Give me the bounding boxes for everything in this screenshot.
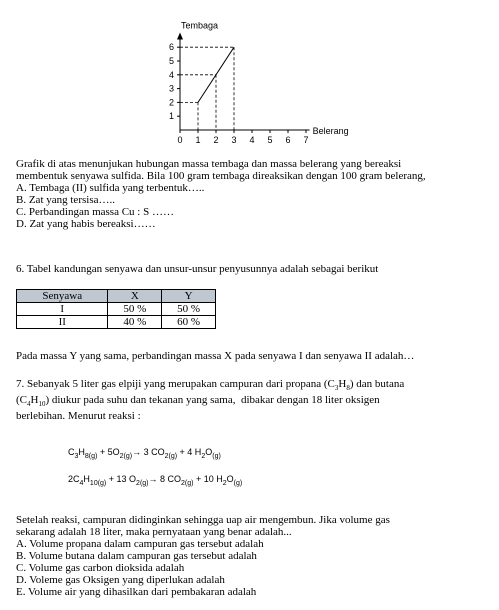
x-tick-label: 3 (231, 135, 237, 145)
question-6-stem: 6. Tabel kandungan senyawa dan unsur-unsur penyusunnya adalah sebagai berikut (16, 263, 379, 275)
table-cell: 40 % (108, 316, 162, 329)
table-header-cell: Y (162, 290, 216, 303)
x-tick-label: 1 (195, 135, 201, 145)
equation-butane: $2C_4H_{10(g)} + 13$ $O_{2(g)}\to 8$ $CO_{2(g)} + 10$ $H_2O_{(g)}$ (68, 474, 243, 487)
x-tick-label: 5 (267, 135, 273, 145)
y-tick-label: 1 (168, 111, 174, 122)
y-axis-label: Tembaga (181, 20, 219, 31)
copper-sulfur-chart (150, 18, 380, 148)
question-7-stem (16, 378, 486, 422)
x-tick-label: 0 (177, 135, 183, 145)
table-cell: 50 % (162, 303, 216, 316)
q7-line-1: 7. Sebanyak 5 liter gas elpiji yang merupakan campuran dari propana $(C_3H_8)$ dan butana (16, 378, 405, 393)
table-cell: II (17, 316, 108, 329)
y-tick-label: 4 (168, 69, 174, 80)
y-tick-label: 5 (168, 56, 174, 66)
q5-stem-line-1: Grafik di atas menunjukan hubungan massa tembaga dan massa belerang yang bereaksi (16, 158, 402, 170)
x-axis-label: Belerang (312, 126, 349, 136)
question-5 (16, 158, 486, 230)
x-tick-label: 7 (303, 135, 309, 145)
q5-option-c: C. Perbandingan massa Cu : S …… (16, 206, 174, 218)
table-header-cell: X (108, 290, 162, 303)
q7-after-line-2: sekarang adalah 18 liter, maka pernyataan yang benar adalah... (16, 526, 292, 538)
y-axis-arrowhead (177, 33, 183, 40)
q5-stem-line-2: membentuk senyawa sulfida. Bila 100 gram tembaga direaksikan dengan 100 gram belerang, (16, 170, 426, 182)
q5-option-b: B. Zat yang tersisa….. (16, 194, 115, 206)
y-tick-label: 6 (168, 42, 174, 53)
q7-line-2: $(C_4H_{10})$ diukur pada suhu dan tekanan yang sama, dibakar dengan 18 liter oksigen (16, 394, 380, 409)
table-header-cell: Senyawa (17, 290, 108, 303)
q7-option-a: A. Volume propana dalam campuran gas tersebut adalah (16, 538, 264, 550)
x-tick-label: 2 (213, 135, 219, 145)
q7-option-d: D. Voleme gas Oksigen yang diperlukan adalah (16, 574, 225, 586)
q7-option-b: B. Volume butana dalam campuran gas tersebut adalah (16, 550, 257, 562)
table-cell: 60 % (162, 316, 216, 329)
question-7-options (16, 514, 486, 598)
y-tick-label: 2 (168, 97, 174, 108)
table-cell: I (17, 303, 108, 316)
table-row (17, 303, 216, 316)
q7-line-3: berlebihan. Menurut reaksi : (16, 410, 141, 423)
q5-option-d: D. Zat yang habis bereaksi…… (16, 218, 156, 230)
question-6-ratio: Pada massa Y yang sama, perbandingan massa X pada senyawa I dan senyawa II adalah… (16, 350, 415, 362)
table-row (17, 316, 216, 329)
x-tick-label: 6 (285, 135, 291, 145)
q7-option-c: C. Volume gas carbon dioksida adalah (16, 562, 185, 574)
series-line (198, 47, 234, 102)
q7-after-line-1: Setelah reaksi, campuran didinginkan sehingga uap air mengembun. Jika volume gas (16, 514, 390, 526)
q5-option-a: A. Tembaga (II) sulfida yang terbentuk….. (16, 182, 205, 194)
composition-table (16, 289, 216, 329)
x-tick-label: 4 (249, 135, 255, 145)
table-cell: 50 % (108, 303, 162, 316)
y-tick-label: 3 (168, 83, 174, 94)
equation-propane: $C_3H_{8(g)} + 5O_{2(g)}\to 3$ $CO_{2(g)} + 4$ $H_2O_{(g)}$ (68, 447, 221, 460)
q7-option-e: E. Volume air yang dihasilkan dari pembakaran adalah (16, 586, 257, 598)
table-header-row (17, 290, 216, 303)
